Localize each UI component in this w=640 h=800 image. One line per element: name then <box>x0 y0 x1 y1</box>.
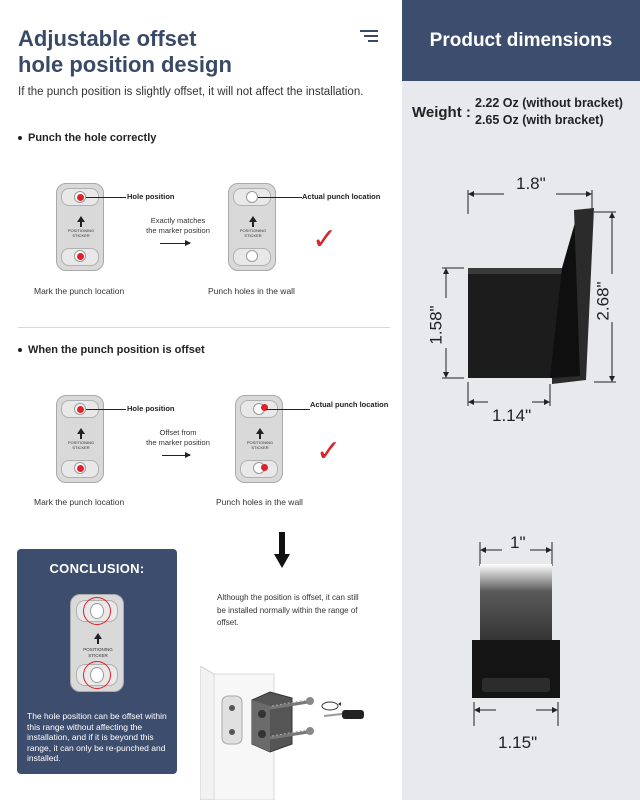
caption-mark: Mark the punch location <box>34 497 125 507</box>
offset-note: Although the position is offset, it can still be installed normally within the range of offset. <box>217 593 359 627</box>
dim-body-height: 1.58" <box>426 305 446 345</box>
bullet-icon <box>18 136 22 140</box>
callout-leader <box>258 197 302 198</box>
mid-note-matches: Exactly matches the marker position <box>146 216 210 235</box>
right-arrow-icon <box>162 455 190 456</box>
callout-actual-punch: Actual punch location <box>310 400 389 409</box>
positioning-sticker-offset-punched: POSITIONING STICKER <box>235 395 283 483</box>
callout-hole-position: Hole position <box>127 192 175 201</box>
callout-hole-position: Hole position <box>127 404 175 413</box>
callout-leader <box>86 409 126 410</box>
headline-line-1: Adjustable offset <box>18 26 197 51</box>
right-arrow-icon <box>160 243 190 244</box>
mid-note-offset: Offset from the marker position <box>146 428 210 447</box>
conclusion-title: CONCLUSION: <box>49 561 145 576</box>
dim-front-width: 1" <box>510 533 526 552</box>
menu-icon[interactable] <box>360 30 378 42</box>
conclusion-text: The hole position can be offset within this range without affecting the installation, and if it is beyond this range, it can only be re-punched and installed. <box>27 711 167 763</box>
section-title-offset: When the punch position is offset <box>18 344 205 356</box>
positioning-sticker-punched: POSITIONING STICKER <box>228 183 276 271</box>
dim-top-width: 1.8" <box>516 174 546 193</box>
callout-leader <box>86 197 126 198</box>
callout-leader <box>266 409 310 410</box>
intro-text: If the punch position is slightly offset, it will not affect the installation. <box>18 86 364 98</box>
positioning-sticker-marked: POSITIONING STICKER <box>56 183 104 271</box>
product-dimensions-panel <box>402 0 640 800</box>
section-title-correct: Punch the hole correctly <box>18 132 156 144</box>
caption-mark: Mark the punch location <box>34 286 125 296</box>
callout-actual-punch: Actual punch location <box>302 192 381 201</box>
weight-with-bracket: 2.65 Oz (with bracket) <box>475 113 604 127</box>
dim-front-base-width: 1.15" <box>498 733 538 752</box>
positioning-sticker-marked: POSITIONING STICKER <box>56 395 104 483</box>
dimensions-header <box>402 0 640 81</box>
weight-without-bracket: 2.22 Oz (without bracket) <box>475 96 623 110</box>
dim-bottom-width: 1.14" <box>492 406 532 425</box>
installation-illustration <box>200 666 400 800</box>
weight-label: Weight : <box>412 104 471 121</box>
dim-total-height: 2.68" <box>593 281 613 321</box>
headline-line-2: hole position design <box>18 52 232 77</box>
caption-punch: Punch holes in the wall <box>216 497 303 507</box>
section-divider <box>18 327 390 328</box>
page-title <box>18 26 318 78</box>
dimensions-title: Product dimensions <box>429 30 613 51</box>
positioning-sticker-range: POSITIONING STICKER <box>70 594 124 692</box>
check-icon: ✓ <box>316 434 342 469</box>
caption-punch: Punch holes in the wall <box>208 286 295 296</box>
front-view-drawing <box>402 530 640 760</box>
conclusion-card <box>17 549 177 774</box>
check-icon: ✓ <box>312 222 338 257</box>
bullet-icon <box>18 348 22 352</box>
